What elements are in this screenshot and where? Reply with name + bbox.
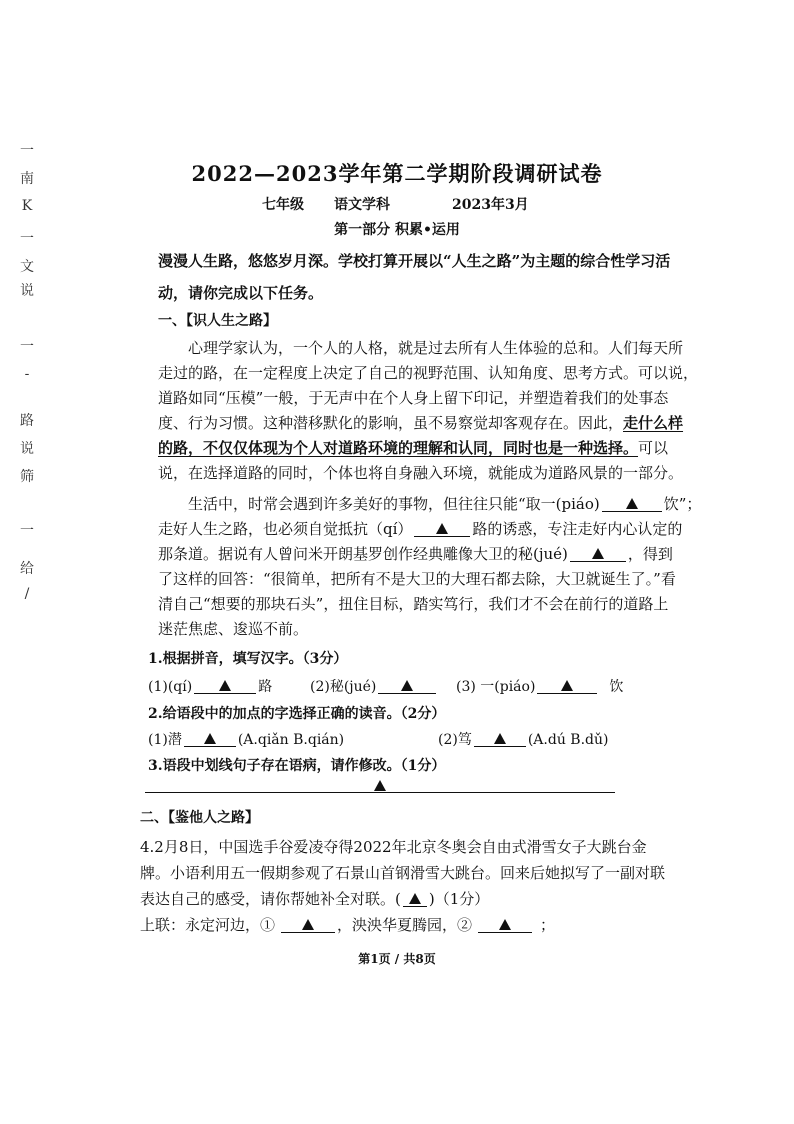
passage-line — [188, 493, 701, 514]
intro-line: 动，请你完成以下任务。 — [158, 284, 324, 302]
q1-item-3-suffix: 饮 — [609, 679, 624, 695]
triangle-marker-icon — [499, 919, 511, 930]
exam-title: 2022—2023学年第二学期阶段调研试卷 — [191, 161, 603, 186]
margin-char: / — [24, 586, 30, 602]
section-heading: 二、【鉴他人之路】 — [140, 810, 259, 826]
question-4-text: )（1分） — [428, 890, 490, 908]
triangle-marker-icon — [302, 919, 314, 930]
q2-item-2-options: (A.dú B.dǔ) — [527, 732, 609, 748]
margin-char: 路 — [20, 413, 34, 429]
question-4-line — [140, 914, 555, 935]
margin-char: K — [21, 198, 33, 214]
triangle-marker-icon — [401, 680, 413, 691]
question-4-text: 表达自己的感受，请你帮她补全对联。( — [140, 890, 401, 908]
passage-line — [158, 412, 683, 433]
triangle-marker-icon — [561, 680, 573, 691]
passage-line: 清自己“想要的那块石头”，扭住目标，踏实笃行，我们才不会在前行的道路上 — [158, 595, 669, 613]
q2-item-2: (2)笃 — [438, 732, 472, 748]
answer-blank[interactable] — [570, 545, 626, 562]
question-1-items — [310, 676, 438, 696]
triangle-marker-icon — [409, 893, 421, 904]
passage-line: 迷茫焦虑、逡巡不前。 — [158, 620, 309, 638]
margin-char: 筛 — [20, 469, 34, 485]
q2-item-1-options: (A.qiǎn B.qián) — [237, 732, 345, 748]
answer-blank[interactable] — [602, 495, 662, 512]
q2-item-1: (1)潜 — [148, 732, 182, 748]
question-1-items — [456, 676, 623, 696]
underlined-sentence: 走什么样 — [623, 414, 684, 432]
answer-blank[interactable] — [478, 916, 532, 933]
q1-item-1: (1)(qí) — [148, 679, 193, 695]
question-1-items — [148, 676, 272, 696]
margin-char: 文 — [20, 259, 34, 275]
part-heading: 第一部分 积累•运用 — [334, 222, 460, 238]
passage-text: 走好人生之路，也必须自觉抵抗（qí） — [158, 520, 413, 538]
underlined-sentence: 的路，不仅仅体现为个人对道路环境的理解和认同，同时也是一种选择。 — [158, 439, 639, 457]
triangle-marker-icon — [219, 680, 231, 691]
passage-line: 心理学家认为，一个人的人格，就是过去所有人生体验的总和。人们每天所 — [188, 339, 684, 357]
passage-text: 饮”； — [663, 495, 702, 513]
answer-blank[interactable] — [378, 677, 436, 694]
q1-item-3: (3) 一(piáo) — [456, 679, 536, 695]
page-footer: 第1页 / 共8页 — [358, 952, 436, 966]
q1-item-2: (2)秘(jué) — [310, 679, 377, 695]
section-heading: 一、【识人生之路】 — [158, 313, 277, 329]
couplet-upper: ； — [540, 916, 556, 934]
passage-line — [158, 543, 673, 564]
couplet-upper: 上联：永定河边，① — [140, 916, 276, 934]
margin-char: 南 — [20, 171, 34, 187]
answer-blank[interactable] — [403, 890, 427, 907]
answer-blank[interactable] — [537, 677, 597, 694]
grade-label: 七年级 — [262, 197, 304, 213]
passage-text: 度、行为习惯。这种潜移默化的影响，虽不易察觉却客观存在。因此， — [158, 414, 624, 432]
question-2: 2.给语段中的加点的字选择正确的读音。（2分） — [148, 706, 446, 722]
margin-char: - — [24, 366, 30, 382]
margin-char: 一 — [20, 231, 34, 247]
answer-blank[interactable] — [474, 730, 526, 747]
margin-char: 一 — [20, 523, 34, 539]
question-4-line: 4.2月8日，中国选手谷爱凌夺得2022年北京冬奥会自由式滑雪女子大跳台金 — [140, 838, 647, 856]
question-3: 3.语段中划线句子存在语病，请作修改。（1分） — [148, 758, 446, 774]
margin-char: 给 — [20, 561, 34, 577]
triangle-marker-icon — [374, 780, 386, 791]
triangle-marker-icon — [494, 733, 506, 744]
answer-line[interactable] — [145, 792, 615, 793]
triangle-marker-icon — [626, 498, 638, 509]
triangle-marker-icon — [592, 548, 604, 559]
answer-blank[interactable] — [414, 520, 470, 537]
margin-char: 一 — [20, 339, 34, 355]
question-1: 1.根据拼音，填写汉字。（3分） — [148, 651, 348, 667]
passage-text: ，得到 — [627, 545, 673, 563]
answer-blank[interactable] — [194, 677, 256, 694]
passage-text: 那条道。据说有人曾问米开朗基罗创作经典雕像大卫的秘(jué) — [158, 545, 568, 563]
passage-line: 了这样的回答：“很简单，把所有不是大卫的大理石都去除，大卫就诞生了。”看 — [158, 570, 676, 588]
question-4-line: 牌。小语利用五一假期参观了石景山首钢滑雪大跳台。回来后她拟写了一副对联 — [140, 864, 666, 882]
date-label: 2023年3月 — [452, 197, 529, 213]
answer-blank[interactable] — [281, 916, 335, 933]
question-4-line — [140, 888, 489, 909]
margin-char: 说 — [20, 283, 34, 299]
answer-blank[interactable] — [184, 730, 236, 747]
passage-line: 说，在选择道路的同时，个体也将自身融入环境，就能成为道路风景的一部分。 — [158, 464, 684, 482]
q1-item-1-suffix: 路 — [258, 679, 273, 695]
passage-line: 道路如同“压模”一般，于无声中在个人身上留下印记，并塑造着我们的处事态 — [158, 389, 669, 407]
couplet-upper: ，泱泱华夏腾园，② — [337, 916, 473, 934]
passage-text: 可以 — [638, 439, 669, 457]
question-2-items — [438, 729, 608, 749]
passage-line: 走过的路，在一定程度上决定了自己的视野范围、认知角度、思考方式。可以说， — [158, 364, 699, 382]
triangle-marker-icon — [204, 733, 216, 744]
passage-text: 生活中，时常会遇到许多美好的事物，但往往只能“取一(piáo) — [188, 495, 600, 513]
margin-char: 说 — [20, 441, 34, 457]
passage-line — [158, 437, 668, 458]
intro-line: 漫漫人生路，悠悠岁月深。学校打算开展以“人生之路”为主题的综合性学习活 — [158, 252, 671, 270]
passage-line — [158, 518, 682, 539]
question-2-items — [148, 729, 344, 749]
subject-label: 语文学科 — [334, 197, 390, 213]
passage-text: 路的诱惑，专注走好内心认定的 — [472, 520, 683, 538]
margin-char: 一 — [20, 143, 34, 159]
triangle-marker-icon — [436, 523, 448, 534]
